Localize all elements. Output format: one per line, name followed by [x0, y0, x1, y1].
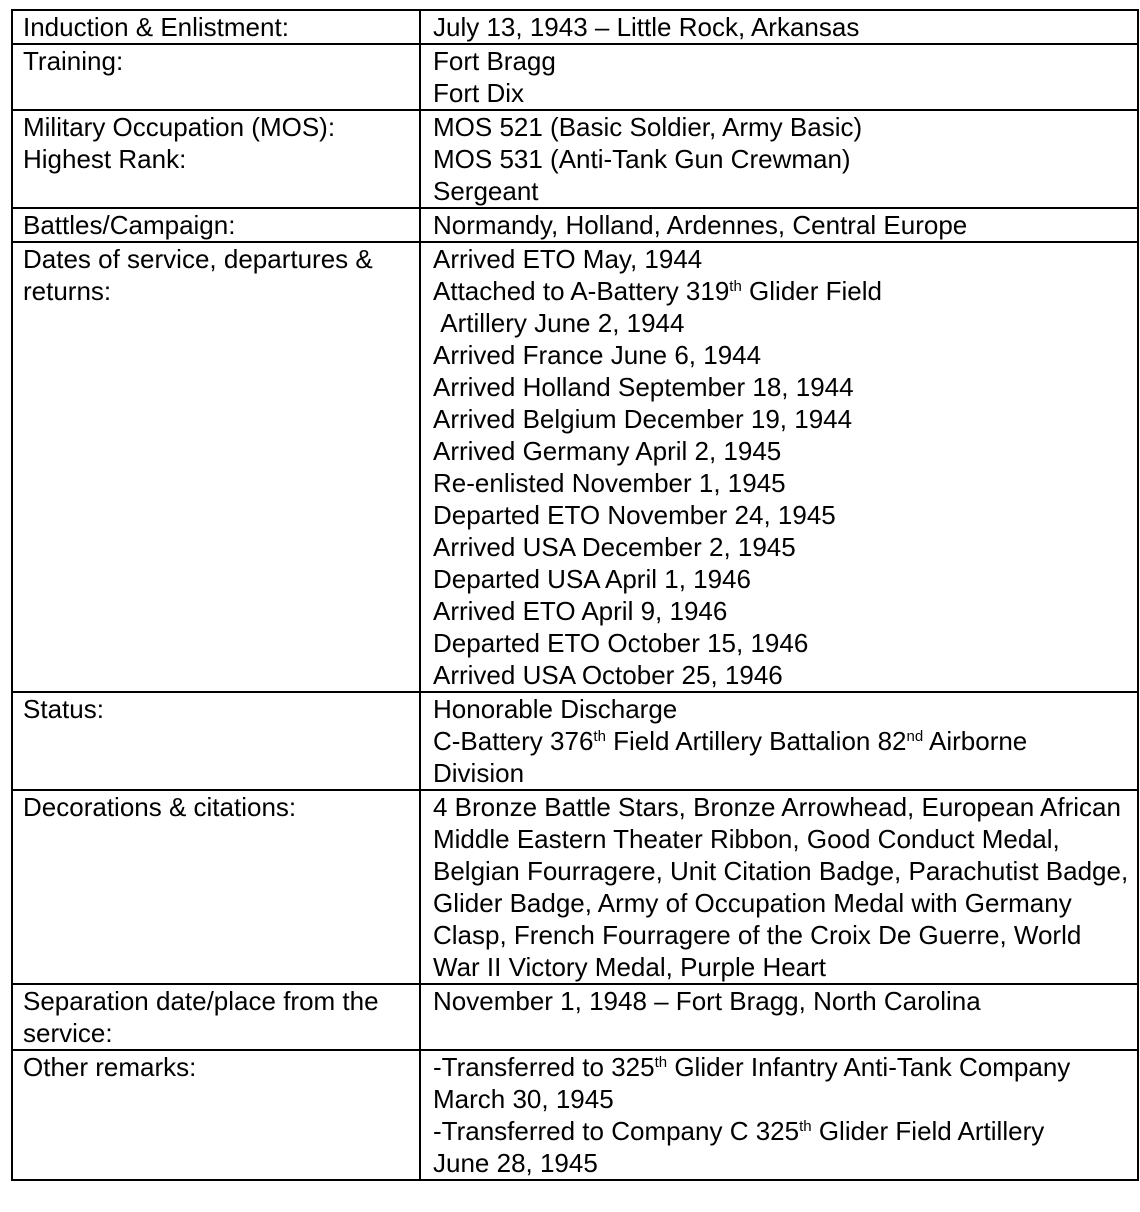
service-record-table	[11, 9, 1139, 1181]
row-value: -Transferred to 325th Glider Infantry Anti-Tank Company March 30, 1945 -Transferred to Company C 325th Glider Field Artillery June 28, 1945	[420, 1050, 1138, 1180]
table-row	[12, 110, 1138, 208]
row-label: Military Occupation (MOS): Highest Rank:	[12, 110, 420, 208]
row-value: Arrived ETO May, 1944 Attached to A-Battery 319th Glider Field Artillery June 2, 1944 Arrived France June 6, 1944 Arrived Holland September 18, 1944 Arrived Belgium December 19, 1944 Arrived Germany April 2, 1945 Re-enlisted November 1, 1945 Departed ETO November 24, 1945 Arrived USA December 2, 1945 Departed USA April 1, 1946 Arrived ETO April 9, 1946 Departed ETO October 15, 1946 Arrived USA October 25, 1946	[420, 242, 1138, 692]
table-row	[12, 692, 1138, 790]
row-label: Other remarks:	[12, 1050, 420, 1180]
table-row	[12, 208, 1138, 242]
row-label: Dates of service, departures & returns:	[12, 242, 420, 692]
table-row	[12, 44, 1138, 110]
table-row	[12, 10, 1138, 44]
table-row	[12, 1050, 1138, 1180]
row-value: July 13, 1943 – Little Rock, Arkansas	[420, 10, 1138, 44]
row-label: Status:	[12, 692, 420, 790]
row-label: Separation date/place from the service:	[12, 984, 420, 1050]
table-row	[12, 242, 1138, 692]
row-value: Honorable Discharge C-Battery 376th Field Artillery Battalion 82nd Airborne Division	[420, 692, 1138, 790]
row-label: Induction & Enlistment:	[12, 10, 420, 44]
row-value: Fort Bragg Fort Dix	[420, 44, 1138, 110]
row-value: MOS 521 (Basic Soldier, Army Basic) MOS 531 (Anti-Tank Gun Crewman) Sergeant	[420, 110, 1138, 208]
table-row	[12, 984, 1138, 1050]
row-value: 4 Bronze Battle Stars, Bronze Arrowhead, European African Middle Eastern Theater Ribbon, Good Conduct Medal, Belgian Fourragere, Unit Citation Badge, Parachutist Badge, Glider Badge, Army of Occupation Medal with Germany Clasp, French Fourragere of the Croix De Guerre, World War II Victory Medal, Purple Heart	[420, 790, 1138, 984]
row-label: Training:	[12, 44, 420, 110]
row-value: Normandy, Holland, Ardennes, Central Europe	[420, 208, 1138, 242]
table-row	[12, 790, 1138, 984]
row-label: Battles/Campaign:	[12, 208, 420, 242]
row-label: Decorations & citations:	[12, 790, 420, 984]
row-value: November 1, 1948 – Fort Bragg, North Carolina	[420, 984, 1138, 1050]
